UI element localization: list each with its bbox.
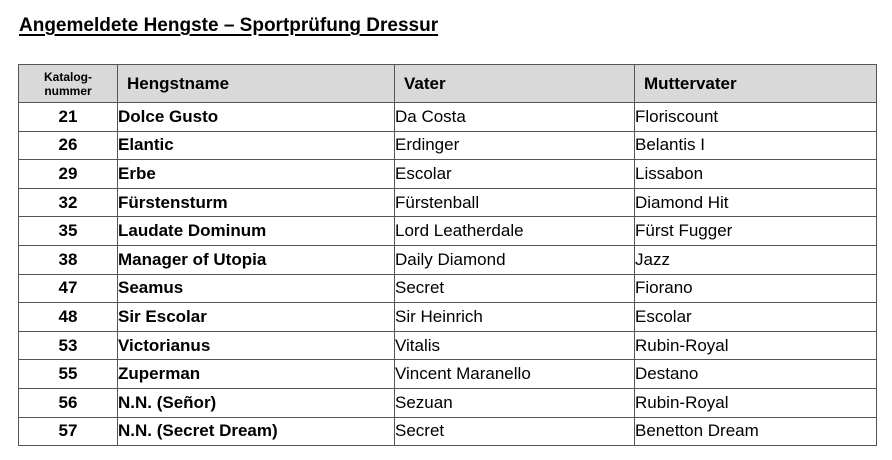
catalog-number-cell: 26 (19, 131, 118, 160)
catalog-number-cell: 47 (19, 274, 118, 303)
header-catalog-number-line2: nummer (44, 83, 92, 98)
stallion-name-cell: Dolce Gusto (118, 103, 395, 132)
stallion-name-cell: Elantic (118, 131, 395, 160)
maternal-grandsire-cell: Fürst Fugger (635, 217, 877, 246)
catalog-number-cell: 55 (19, 360, 118, 389)
table-row (19, 131, 877, 160)
catalog-number-cell: 32 (19, 188, 118, 217)
father-cell: Sir Heinrich (395, 303, 635, 332)
table-row (19, 160, 877, 189)
catalog-number-cell: 29 (19, 160, 118, 189)
father-cell: Lord Leatherdale (395, 217, 635, 246)
maternal-grandsire-cell: Benetton Dream (635, 417, 877, 446)
table-row (19, 188, 877, 217)
stallion-name-cell: Zuperman (118, 360, 395, 389)
maternal-grandsire-cell: Diamond Hit (635, 188, 877, 217)
maternal-grandsire-cell: Destano (635, 360, 877, 389)
table-row (19, 417, 877, 446)
document-title: Angemeldete Hengste – Sportprüfung Dressur (19, 15, 439, 36)
stallion-name-cell: Fürstensturm (118, 188, 395, 217)
catalog-number-cell: 57 (19, 417, 118, 446)
table-row (19, 303, 877, 332)
maternal-grandsire-cell: Rubin-Royal (635, 388, 877, 417)
catalog-number-cell: 48 (19, 303, 118, 332)
stallion-name-cell: Manager of Utopia (118, 245, 395, 274)
father-cell: Vitalis (395, 331, 635, 360)
maternal-grandsire-cell: Lissabon (635, 160, 877, 189)
table-row (19, 245, 877, 274)
catalog-number-cell: 56 (19, 388, 118, 417)
father-cell: Escolar (395, 160, 635, 189)
father-cell: Vincent Maranello (395, 360, 635, 389)
father-cell: Daily Diamond (395, 245, 635, 274)
stallion-name-cell: Erbe (118, 160, 395, 189)
table-body (19, 103, 877, 446)
father-cell: Erdinger (395, 131, 635, 160)
stallion-table (18, 64, 877, 446)
stallion-name-cell: N.N. (Secret Dream) (118, 417, 395, 446)
header-row (19, 65, 877, 103)
header-catalog-number (19, 65, 118, 103)
table-row (19, 331, 877, 360)
father-cell: Da Costa (395, 103, 635, 132)
father-cell: Fürstenball (395, 188, 635, 217)
header-catalog-number-line1: Katalog- (44, 69, 92, 84)
catalog-number-cell: 53 (19, 331, 118, 360)
catalog-number-cell: 38 (19, 245, 118, 274)
table-row (19, 274, 877, 303)
catalog-number-cell: 21 (19, 103, 118, 132)
stallion-name-cell: Victorianus (118, 331, 395, 360)
header-stallion-name: Hengstname (118, 65, 395, 103)
stallion-name-cell: Laudate Dominum (118, 217, 395, 246)
maternal-grandsire-cell: Belantis I (635, 131, 877, 160)
father-cell: Secret (395, 274, 635, 303)
maternal-grandsire-cell: Fiorano (635, 274, 877, 303)
stallion-name-cell: N.N. (Señor) (118, 388, 395, 417)
stallion-name-cell: Sir Escolar (118, 303, 395, 332)
header-father: Vater (395, 65, 635, 103)
maternal-grandsire-cell: Jazz (635, 245, 877, 274)
father-cell: Secret (395, 417, 635, 446)
table-row (19, 388, 877, 417)
stallion-name-cell: Seamus (118, 274, 395, 303)
maternal-grandsire-cell: Escolar (635, 303, 877, 332)
table-header (19, 65, 877, 103)
header-maternal-grandsire: Muttervater (635, 65, 877, 103)
table-row (19, 103, 877, 132)
maternal-grandsire-cell: Floriscount (635, 103, 877, 132)
table-row (19, 217, 877, 246)
table-row (19, 360, 877, 389)
catalog-number-cell: 35 (19, 217, 118, 246)
father-cell: Sezuan (395, 388, 635, 417)
maternal-grandsire-cell: Rubin-Royal (635, 331, 877, 360)
